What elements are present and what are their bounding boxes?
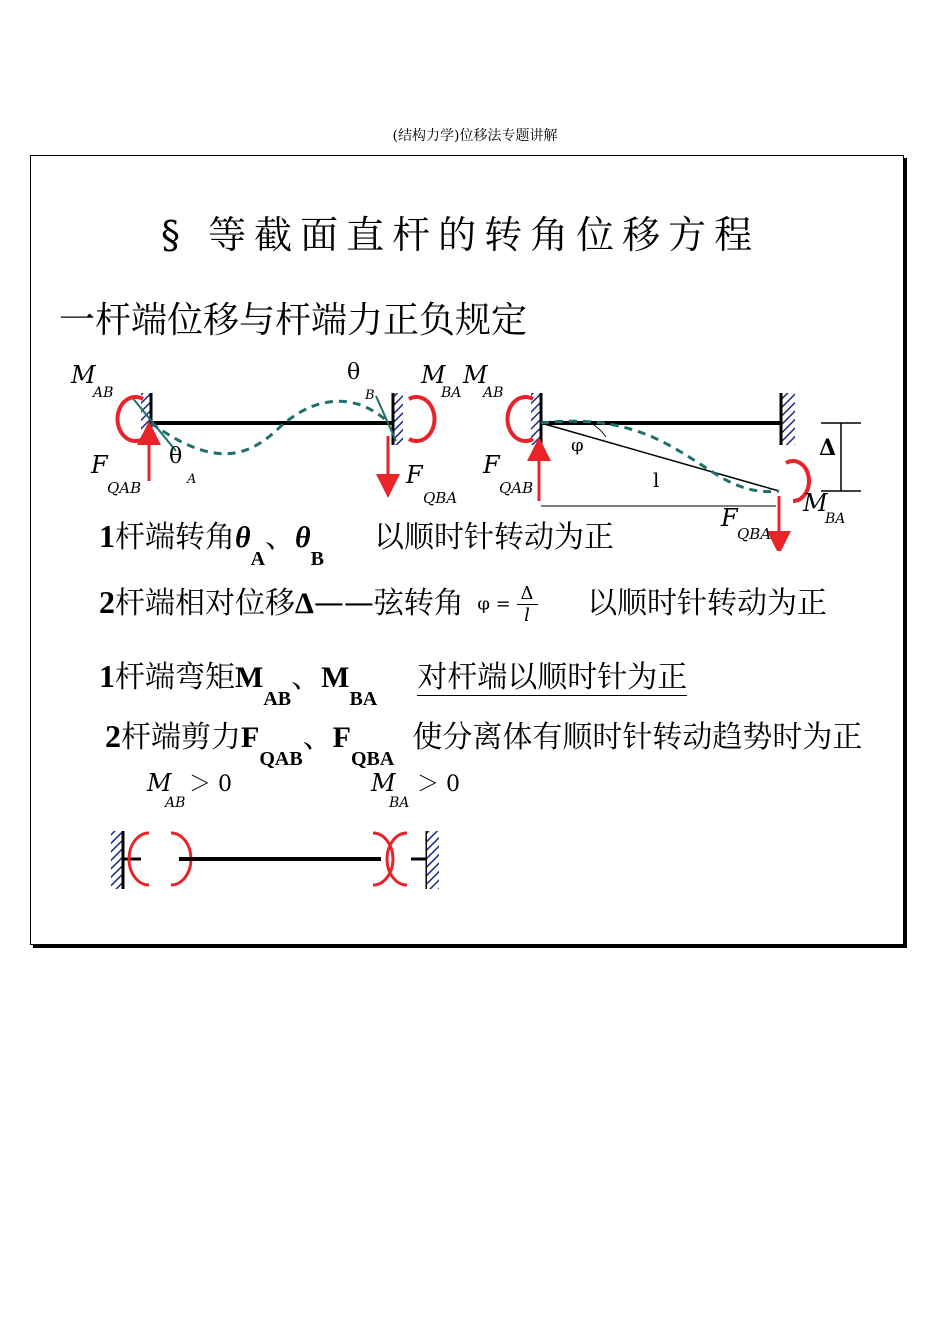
label-delta: Δ	[819, 435, 837, 461]
rule-1-symbol-a: θ	[235, 521, 251, 554]
slide-title: § 等截面直杆的转角位移方程	[161, 213, 761, 257]
label-m-ab-sub: AB	[93, 385, 114, 401]
rule-row-1	[99, 512, 614, 570]
rule-1-sub-b: B	[310, 548, 324, 570]
sign-support-a	[111, 831, 123, 889]
label-fq-ba-sub: QBA	[423, 489, 458, 507]
rule-row-3	[99, 652, 688, 710]
cond-m-ab-value: ＞ 0	[189, 772, 232, 797]
moment-sign-diagram	[31, 761, 511, 911]
left-beam-diagram	[70, 360, 461, 507]
rule-1-number: 1	[99, 518, 115, 554]
rule-1-desc: 以顺时针转动为正	[373, 520, 614, 555]
rule-2-mid: 弦转角	[373, 586, 464, 621]
right-label-m-ba-sub: BA	[825, 511, 846, 527]
rule-4-sub-a: QAB	[259, 748, 303, 770]
section-heading: 一杆端位移与杆端力正负规定	[59, 300, 528, 341]
label-fq-ba: F	[406, 461, 423, 489]
cond-m-ab-sub: AB	[165, 795, 186, 811]
right-label-fq-ab: F	[483, 451, 500, 479]
right-label-fq-ba: F	[721, 504, 738, 532]
label-theta-a-sub: A	[187, 472, 197, 487]
cond-m-ab: M	[147, 769, 172, 797]
rule-1-symbol-b: θ	[295, 521, 311, 554]
right-m-ab-moment-arrow	[508, 397, 533, 441]
rule-3-text: 杆端弯矩	[115, 660, 235, 695]
rule-row-2	[99, 578, 827, 626]
m-ba-moment-arrow	[409, 397, 434, 441]
cond-m-ba-sub: BA	[389, 795, 410, 811]
rule-1-sub-a: A	[250, 548, 266, 570]
rule-2-desc: 以顺时针转动为正	[587, 586, 828, 621]
m-ab-moment-arrow	[118, 397, 143, 441]
document-header: (结构力学)位移法专题讲解	[392, 128, 558, 144]
rule-2-dash: ——	[313, 586, 374, 621]
right-label-fq-ba-sub: QBA	[737, 525, 772, 543]
left-deflection-curve	[151, 401, 389, 454]
formula-numerator: Δ	[517, 583, 538, 605]
right-support-b	[781, 393, 795, 445]
label-theta-b-sub: B	[365, 388, 375, 403]
label-m-ba-sub: BA	[441, 385, 462, 401]
rule-1-sep: 、	[265, 520, 296, 555]
rule-4-number: 2	[105, 718, 121, 754]
rule-row-4	[105, 712, 863, 770]
rule-3-sub-a: AB	[263, 688, 292, 710]
rule-3-symbol-b: M	[321, 661, 350, 694]
sign-support-b	[427, 831, 439, 889]
slide-frame	[30, 155, 904, 945]
label-l: l	[653, 468, 660, 492]
rule-4-desc: 使分离体有顺时针转动趋势时为正	[412, 720, 863, 755]
rule-1-text: 杆端转角	[115, 520, 235, 555]
rule-4-symbol-a: F	[241, 721, 260, 754]
label-m-ba: M	[421, 361, 446, 389]
right-label-m-ab: M	[463, 361, 488, 389]
rule-4-symbol-b: F	[332, 721, 351, 754]
rule-3-number: 1	[99, 658, 115, 694]
right-label-m-ba: M	[803, 489, 828, 517]
label-theta-a: θ	[169, 444, 183, 469]
formula-lhs: φ =	[477, 593, 511, 615]
label-fq-ab: F	[91, 451, 108, 479]
formula-denominator: l	[524, 605, 530, 626]
rule-4-sep: 、	[302, 720, 333, 755]
chord-line	[541, 423, 779, 491]
rule-2-number: 2	[99, 584, 115, 620]
phi-formula	[477, 583, 537, 626]
rule-3-desc: 对杆端以顺时针为正	[417, 660, 688, 695]
label-m-ab: M	[71, 361, 96, 389]
label-theta-b: θ	[347, 360, 361, 385]
right-label-fq-ab-sub: QAB	[499, 479, 534, 497]
label-fq-ab-sub: QAB	[107, 479, 142, 497]
label-phi: φ	[571, 435, 584, 456]
rule-3-sep: 、	[291, 660, 322, 695]
rule-2-symbol: Δ	[295, 587, 314, 620]
sign-moment-b-right	[387, 833, 407, 885]
rule-3-sub-b: BA	[349, 688, 378, 710]
cond-m-ba: M	[371, 769, 396, 797]
rule-2-text: 杆端相对位移	[115, 586, 295, 621]
rule-4-text: 杆端剪力	[121, 720, 241, 755]
right-label-m-ab-sub: AB	[483, 385, 504, 401]
rule-3-symbol-a: M	[235, 661, 264, 694]
cond-m-ba-value: ＞ 0	[417, 772, 460, 797]
rule-4-sub-b: QBA	[351, 748, 395, 770]
